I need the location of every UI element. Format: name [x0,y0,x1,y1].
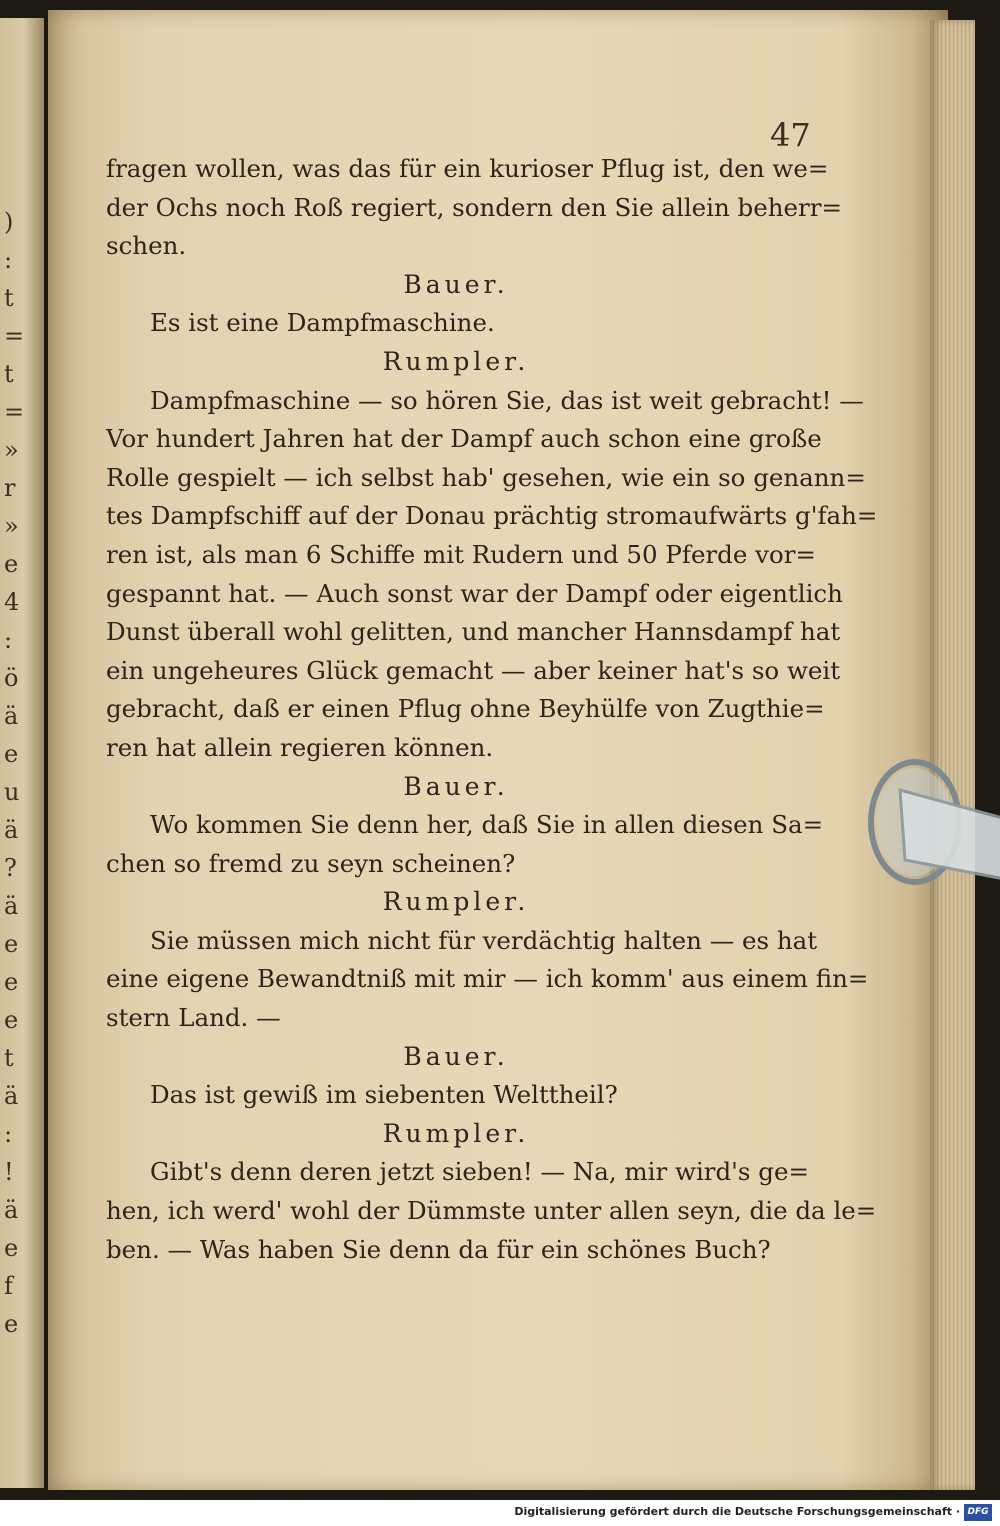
text-line: ren hat allein regieren können. [106,732,494,762]
left-page-fragment: e [4,550,19,578]
text-line: chen so fremd zu seyn scheinen? [106,848,516,878]
text-line: Dampfmaschine — so hören Sie, das ist weit gebracht! — [150,385,864,415]
text-line: ben. — Was haben Sie denn da für ein schönes Buch? [106,1234,771,1264]
speaker-name: Rumpler. [382,346,530,376]
left-page-fragment: ä [4,1082,19,1110]
left-page-fragment: t [4,1044,14,1072]
text-line: ren ist, als man 6 Schiffe mit Rudern und 50 Pferde vor= [106,539,816,569]
left-page-fragment: ö [4,664,19,692]
left-page-fragment: e [4,1310,19,1338]
text-line: schen. [106,231,187,261]
left-page-fragment: e [4,1234,19,1262]
text-line: tes Dampfschiff auf der Donau prächtig stromaufwärts g'fah= [106,501,878,531]
left-page-fragment: ! [4,1158,14,1186]
left-page-fragment: : [4,246,13,274]
text-line: eine eigene Bewandtniß mit mir — ich komm' aus einem fin= [106,964,869,994]
left-page-fragment: f [4,1272,13,1300]
left-page-fragment: r [4,474,16,502]
speaker-name: Rumpler. [382,887,530,917]
page-number: 47 [770,116,811,154]
text-line: gebracht, daß er einen Pflug ohne Beyhülfe von Zugthie= [106,694,825,724]
text-line: stern Land. — [106,1003,281,1033]
speaker-name: Bauer. [403,771,509,801]
text-line: Es ist eine Dampfmaschine. [150,308,495,338]
left-page-fragment: : [4,626,13,654]
page-text [106,150,878,1269]
left-page-fragment: u [4,778,20,806]
left-page-fragment: : [4,1120,13,1148]
left-page-fragment: e [4,968,19,996]
dfg-logo: DFG [964,1504,992,1521]
left-page-fragment: t [4,360,14,388]
speaker-name: Rumpler. [382,1118,530,1148]
left-page-edge [0,18,44,1488]
left-page-fragment: » [4,436,19,464]
text-line: Dunst überall wohl gelitten, und mancher Hannsdampf hat [106,617,841,647]
speaker-name: Bauer. [403,1041,509,1071]
left-page-fragment: = [4,322,25,350]
text-line: Vor hundert Jahren hat der Dampf auch schon eine große [106,424,822,454]
left-page-fragment: 4 [4,588,20,616]
left-page-fragment: ? [4,854,17,882]
left-page-fragment: ä [4,892,19,920]
page-clip-icon [860,750,1000,900]
left-page-fragment: e [4,930,19,958]
left-page-fragment: » [4,512,19,540]
left-page-fragment: ä [4,702,19,730]
text-line: Gibt's denn deren jetzt sieben! — Na, mir wird's ge= [150,1157,809,1187]
text-line: gespannt hat. — Auch sonst war der Dampf oder eigentlich [106,578,843,608]
text-line: ein ungeheures Glück gemacht — aber keiner hat's so weit [106,655,841,685]
text-line: Wo kommen Sie denn her, daß Sie in allen diesen Sa= [150,810,824,840]
left-page-fragment: e [4,740,19,768]
text-line: Rolle gespielt — ich selbst hab' gesehen, wie ein so genann= [106,462,866,492]
text-line: fragen wollen, was das für ein kurioser Pflug ist, den we= [106,154,829,183]
left-page-fragment: t [4,284,14,312]
left-page-fragment: ) [4,208,14,236]
text-line: Das ist gewiß im siebenten Welttheil? [150,1080,618,1110]
speaker-name: Bauer. [403,269,509,299]
left-page-fragment: e [4,1006,19,1034]
left-page-fragment: ä [4,1196,19,1224]
text-line: hen, ich werd' wohl der Dümmste unter allen seyn, die da le= [106,1196,877,1226]
left-page-fragment: ä [4,816,19,844]
left-page-fragment: = [4,398,25,426]
text-line: Sie müssen mich nicht für verdächtig halten — es hat [150,925,818,955]
footer-bar [0,1500,1000,1526]
funding-notice: Digitalisierung gefördert durch die Deutsche Forschungsgemeinschaft · [514,1505,960,1518]
text-line: der Ochs noch Roß regiert, sondern den Sie allein beherr= [106,192,842,222]
